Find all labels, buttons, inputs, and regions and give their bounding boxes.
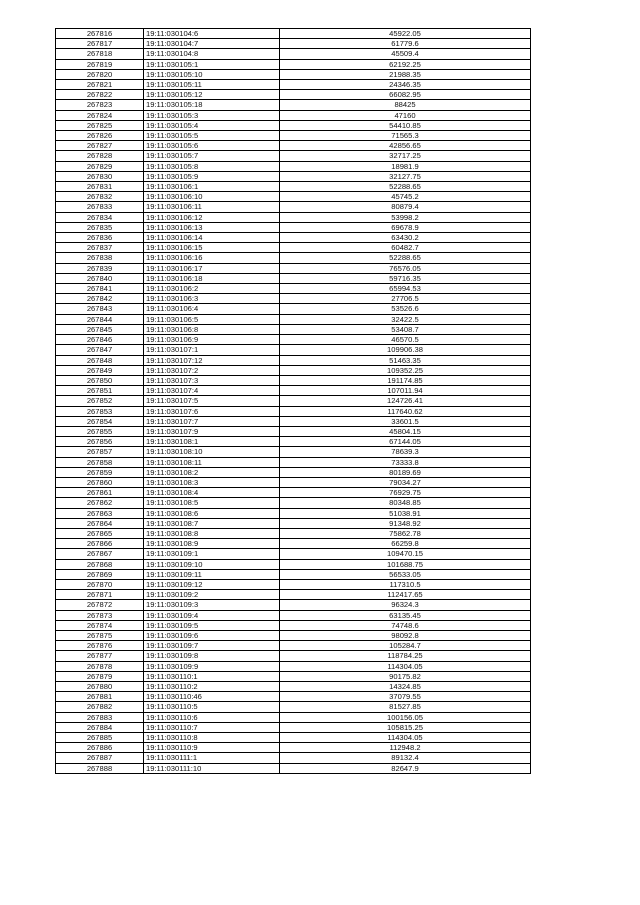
row-number-cell: 267822 (56, 90, 144, 100)
cadastral-value-cell: 80189.69 (280, 467, 531, 477)
row-number-cell: 267837 (56, 243, 144, 253)
cadastral-value-cell: 18981.9 (280, 161, 531, 171)
cadastral-number-cell: 19:11:030106:2 (144, 284, 280, 294)
cadastral-value-cell: 74748.6 (280, 620, 531, 630)
table-row (56, 692, 531, 702)
cadastral-number-cell: 19:11:030106:15 (144, 243, 280, 253)
table-row (56, 100, 531, 110)
cadastral-number-cell: 19:11:030107:7 (144, 416, 280, 426)
cadastral-number-cell: 19:11:030111:1 (144, 753, 280, 763)
row-number-cell: 267856 (56, 437, 144, 447)
table-row (56, 39, 531, 49)
row-number-cell: 267846 (56, 335, 144, 345)
cadastral-number-cell: 19:11:030110:2 (144, 682, 280, 692)
cadastral-number-cell: 19:11:030105:4 (144, 120, 280, 130)
table-row (56, 263, 531, 273)
table-row (56, 559, 531, 569)
row-number-cell: 267857 (56, 447, 144, 457)
cadastral-number-cell: 19:11:030106:14 (144, 233, 280, 243)
table-row (56, 182, 531, 192)
cadastral-value-cell: 14324.85 (280, 682, 531, 692)
table-row (56, 722, 531, 732)
cadastral-value-cell: 96324.3 (280, 600, 531, 610)
row-number-cell: 267858 (56, 457, 144, 467)
cadastral-value-cell: 118784.25 (280, 651, 531, 661)
cadastral-value-cell: 53998.2 (280, 212, 531, 222)
table-row (56, 763, 531, 773)
cadastral-number-cell: 19:11:030105:5 (144, 131, 280, 141)
row-number-cell: 267887 (56, 753, 144, 763)
row-number-cell: 267863 (56, 508, 144, 518)
cadastral-value-cell: 67144.05 (280, 437, 531, 447)
table-row (56, 212, 531, 222)
row-number-cell: 267839 (56, 263, 144, 273)
cadastral-number-cell: 19:11:030108:9 (144, 539, 280, 549)
row-number-cell: 267872 (56, 600, 144, 610)
table-row (56, 233, 531, 243)
table-row (56, 600, 531, 610)
table-row (56, 59, 531, 69)
cadastral-number-cell: 19:11:030106:4 (144, 304, 280, 314)
cadastral-number-cell: 19:11:030109:4 (144, 610, 280, 620)
cadastral-value-cell: 52288.65 (280, 253, 531, 263)
row-number-cell: 267884 (56, 722, 144, 732)
table-row (56, 110, 531, 120)
table-row (56, 579, 531, 589)
table-row (56, 620, 531, 630)
row-number-cell: 267845 (56, 324, 144, 334)
cadastral-value-cell: 24346.35 (280, 80, 531, 90)
table-row (56, 253, 531, 263)
table-row (56, 518, 531, 528)
cadastral-value-cell: 32127.75 (280, 171, 531, 181)
table-row (56, 569, 531, 579)
table-row (56, 304, 531, 314)
row-number-cell: 267882 (56, 702, 144, 712)
table-row (56, 447, 531, 457)
cadastral-value-cell: 45745.2 (280, 192, 531, 202)
table-row (56, 365, 531, 375)
cadastral-value-cell: 47160 (280, 110, 531, 120)
cadastral-value-cell: 46570.5 (280, 335, 531, 345)
row-number-cell: 267821 (56, 80, 144, 90)
cadastral-number-cell: 19:11:030108:2 (144, 467, 280, 477)
cadastral-number-cell: 19:11:030107:9 (144, 426, 280, 436)
table-row (56, 284, 531, 294)
row-number-cell: 267868 (56, 559, 144, 569)
table-row (56, 702, 531, 712)
cadastral-number-cell: 19:11:030111:10 (144, 763, 280, 773)
table-row (56, 202, 531, 212)
cadastral-number-cell: 19:11:030110:46 (144, 692, 280, 702)
cadastral-number-cell: 19:11:030104:8 (144, 49, 280, 59)
cadastral-number-cell: 19:11:030107:12 (144, 355, 280, 365)
cadastral-number-cell: 19:11:030109:9 (144, 661, 280, 671)
cadastral-number-cell: 19:11:030109:2 (144, 590, 280, 600)
cadastral-number-cell: 19:11:030106:11 (144, 202, 280, 212)
row-number-cell: 267850 (56, 375, 144, 385)
cadastral-number-cell: 19:11:030105:18 (144, 100, 280, 110)
row-number-cell: 267833 (56, 202, 144, 212)
cadastral-value-cell: 112417.65 (280, 590, 531, 600)
table-row (56, 498, 531, 508)
cadastral-value-cell: 90175.82 (280, 671, 531, 681)
cadastral-number-cell: 19:11:030106:18 (144, 273, 280, 283)
cadastral-number-cell: 19:11:030106:1 (144, 182, 280, 192)
cadastral-number-cell: 19:11:030106:13 (144, 222, 280, 232)
cadastral-number-cell: 19:11:030106:3 (144, 294, 280, 304)
table-row (56, 630, 531, 640)
cadastral-value-cell: 60482.7 (280, 243, 531, 253)
row-number-cell: 267817 (56, 39, 144, 49)
row-number-cell: 267820 (56, 69, 144, 79)
table-row (56, 396, 531, 406)
cadastral-number-cell: 19:11:030107:2 (144, 365, 280, 375)
row-number-cell: 267876 (56, 641, 144, 651)
cadastral-number-cell: 19:11:030106:9 (144, 335, 280, 345)
cadastral-value-cell: 59716.35 (280, 273, 531, 283)
cadastral-value-cell: 76929.75 (280, 488, 531, 498)
cadastral-value-cell: 117640.62 (280, 406, 531, 416)
table-row (56, 733, 531, 743)
table-row (56, 324, 531, 334)
cadastral-value-cell: 105284.7 (280, 641, 531, 651)
cadastral-number-cell: 19:11:030109:1 (144, 549, 280, 559)
cadastral-number-cell: 19:11:030110:8 (144, 733, 280, 743)
cadastral-number-cell: 19:11:030105:10 (144, 69, 280, 79)
cadastral-value-cell: 91348.92 (280, 518, 531, 528)
cadastral-number-cell: 19:11:030105:9 (144, 171, 280, 181)
table-row (56, 426, 531, 436)
table-row (56, 131, 531, 141)
cadastral-value-cell: 63135.45 (280, 610, 531, 620)
cadastral-value-cell: 32422.5 (280, 314, 531, 324)
row-number-cell: 267860 (56, 477, 144, 487)
row-number-cell: 267886 (56, 743, 144, 753)
row-number-cell: 267849 (56, 365, 144, 375)
cadastral-value-cell: 66082.95 (280, 90, 531, 100)
table-row (56, 345, 531, 355)
row-number-cell: 267853 (56, 406, 144, 416)
cadastral-value-cell: 81527.85 (280, 702, 531, 712)
row-number-cell: 267848 (56, 355, 144, 365)
cadastral-value-cell: 76576.05 (280, 263, 531, 273)
row-number-cell: 267855 (56, 426, 144, 436)
table-row (56, 528, 531, 538)
row-number-cell: 267866 (56, 539, 144, 549)
cadastral-value-cell: 63430.2 (280, 233, 531, 243)
cadastral-value-table (55, 28, 531, 774)
row-number-cell: 267838 (56, 253, 144, 263)
table-row (56, 314, 531, 324)
table-row (56, 416, 531, 426)
cadastral-value-cell: 45804.15 (280, 426, 531, 436)
cadastral-number-cell: 19:11:030108:4 (144, 488, 280, 498)
table-row (56, 243, 531, 253)
table-row (56, 457, 531, 467)
cadastral-number-cell: 19:11:030107:5 (144, 396, 280, 406)
row-number-cell: 267844 (56, 314, 144, 324)
cadastral-number-cell: 19:11:030105:8 (144, 161, 280, 171)
cadastral-number-cell: 19:11:030105:11 (144, 80, 280, 90)
cadastral-value-cell: 54410.85 (280, 120, 531, 130)
table-row (56, 161, 531, 171)
cadastral-number-cell: 19:11:030108:8 (144, 528, 280, 538)
table-row (56, 49, 531, 59)
row-number-cell: 267840 (56, 273, 144, 283)
cadastral-number-cell: 19:11:030104:7 (144, 39, 280, 49)
cadastral-value-cell: 53408.7 (280, 324, 531, 334)
table-row (56, 753, 531, 763)
cadastral-value-cell: 109352.25 (280, 365, 531, 375)
cadastral-value-cell: 88425 (280, 100, 531, 110)
row-number-cell: 267878 (56, 661, 144, 671)
row-number-cell: 267827 (56, 141, 144, 151)
row-number-cell: 267871 (56, 590, 144, 600)
cadastral-number-cell: 19:11:030106:10 (144, 192, 280, 202)
cadastral-number-cell: 19:11:030109:6 (144, 630, 280, 640)
cadastral-value-cell: 114304.05 (280, 733, 531, 743)
table-row (56, 610, 531, 620)
cadastral-value-cell: 69678.9 (280, 222, 531, 232)
table-row (56, 69, 531, 79)
cadastral-number-cell: 19:11:030105:12 (144, 90, 280, 100)
cadastral-number-cell: 19:11:030106:17 (144, 263, 280, 273)
table-row (56, 508, 531, 518)
cadastral-number-cell: 19:11:030109:12 (144, 579, 280, 589)
row-number-cell: 267823 (56, 100, 144, 110)
cadastral-value-cell: 53526.6 (280, 304, 531, 314)
cadastral-value-cell: 78639.3 (280, 447, 531, 457)
cadastral-number-cell: 19:11:030110:1 (144, 671, 280, 681)
table-row (56, 141, 531, 151)
table-row (56, 671, 531, 681)
table-row (56, 549, 531, 559)
row-number-cell: 267816 (56, 29, 144, 39)
cadastral-value-cell: 98092.8 (280, 630, 531, 640)
cadastral-value-cell: 62192.25 (280, 59, 531, 69)
row-number-cell: 267834 (56, 212, 144, 222)
row-number-cell: 267883 (56, 712, 144, 722)
table-row (56, 171, 531, 181)
cadastral-number-cell: 19:11:030109:8 (144, 651, 280, 661)
table-row (56, 29, 531, 39)
row-number-cell: 267874 (56, 620, 144, 630)
table-row (56, 477, 531, 487)
table-row (56, 273, 531, 283)
row-number-cell: 267832 (56, 192, 144, 202)
cadastral-value-cell: 61779.6 (280, 39, 531, 49)
cadastral-value-cell: 114304.05 (280, 661, 531, 671)
table-row (56, 192, 531, 202)
row-number-cell: 267826 (56, 131, 144, 141)
table-row (56, 355, 531, 365)
cadastral-value-cell: 45922.05 (280, 29, 531, 39)
row-number-cell: 267831 (56, 182, 144, 192)
row-number-cell: 267843 (56, 304, 144, 314)
row-number-cell: 267862 (56, 498, 144, 508)
row-number-cell: 267870 (56, 579, 144, 589)
table-row (56, 467, 531, 477)
table-row (56, 651, 531, 661)
cadastral-value-cell: 80348.85 (280, 498, 531, 508)
cadastral-number-cell: 19:11:030110:6 (144, 712, 280, 722)
table-row (56, 80, 531, 90)
cadastral-number-cell: 19:11:030108:3 (144, 477, 280, 487)
cadastral-number-cell: 19:11:030109:3 (144, 600, 280, 610)
cadastral-number-cell: 19:11:030108:5 (144, 498, 280, 508)
table-row (56, 488, 531, 498)
row-number-cell: 267873 (56, 610, 144, 620)
row-number-cell: 267861 (56, 488, 144, 498)
cadastral-number-cell: 19:11:030105:3 (144, 110, 280, 120)
cadastral-value-cell: 73333.8 (280, 457, 531, 467)
cadastral-number-cell: 19:11:030109:5 (144, 620, 280, 630)
row-number-cell: 267881 (56, 692, 144, 702)
cadastral-number-cell: 19:11:030108:10 (144, 447, 280, 457)
cadastral-value-cell: 117310.5 (280, 579, 531, 589)
cadastral-value-cell: 21988.35 (280, 69, 531, 79)
cadastral-value-cell: 105815.25 (280, 722, 531, 732)
cadastral-number-cell: 19:11:030108:1 (144, 437, 280, 447)
cadastral-value-cell: 33601.5 (280, 416, 531, 426)
row-number-cell: 267880 (56, 682, 144, 692)
cadastral-number-cell: 19:11:030108:7 (144, 518, 280, 528)
cadastral-value-cell: 75862.78 (280, 528, 531, 538)
cadastral-number-cell: 19:11:030107:3 (144, 375, 280, 385)
cadastral-value-cell: 124726.41 (280, 396, 531, 406)
cadastral-number-cell: 19:11:030110:5 (144, 702, 280, 712)
table-row (56, 743, 531, 753)
row-number-cell: 267851 (56, 386, 144, 396)
table-row (56, 641, 531, 651)
cadastral-number-cell: 19:11:030110:9 (144, 743, 280, 753)
row-number-cell: 267835 (56, 222, 144, 232)
cadastral-value-cell: 27706.5 (280, 294, 531, 304)
cadastral-value-cell: 66259.8 (280, 539, 531, 549)
table-row (56, 406, 531, 416)
cadastral-value-cell: 109470.15 (280, 549, 531, 559)
table-row (56, 120, 531, 130)
cadastral-number-cell: 19:11:030108:11 (144, 457, 280, 467)
cadastral-number-cell: 19:11:030109:10 (144, 559, 280, 569)
cadastral-value-cell: 80879.4 (280, 202, 531, 212)
cadastral-value-cell: 79034.27 (280, 477, 531, 487)
table-row (56, 661, 531, 671)
table-row (56, 90, 531, 100)
table-row (56, 712, 531, 722)
table-row (56, 539, 531, 549)
cadastral-number-cell: 19:11:030106:5 (144, 314, 280, 324)
cadastral-value-cell: 107011.94 (280, 386, 531, 396)
table-row (56, 335, 531, 345)
row-number-cell: 267841 (56, 284, 144, 294)
cadastral-value-cell: 51463.35 (280, 355, 531, 365)
table-row (56, 375, 531, 385)
row-number-cell: 267828 (56, 151, 144, 161)
table-row (56, 682, 531, 692)
cadastral-number-cell: 19:11:030109:7 (144, 641, 280, 651)
row-number-cell: 267824 (56, 110, 144, 120)
cadastral-number-cell: 19:11:030110:7 (144, 722, 280, 732)
cadastral-number-cell: 19:11:030107:6 (144, 406, 280, 416)
cadastral-value-cell: 109906.38 (280, 345, 531, 355)
cadastral-number-cell: 19:11:030105:7 (144, 151, 280, 161)
row-number-cell: 267859 (56, 467, 144, 477)
table-body (56, 29, 531, 774)
cadastral-number-cell: 19:11:030104:6 (144, 29, 280, 39)
table-row (56, 437, 531, 447)
cadastral-value-cell: 42856.65 (280, 141, 531, 151)
cadastral-number-cell: 19:11:030105:1 (144, 59, 280, 69)
row-number-cell: 267836 (56, 233, 144, 243)
cadastral-number-cell: 19:11:030105:6 (144, 141, 280, 151)
cadastral-number-cell: 19:11:030106:16 (144, 253, 280, 263)
cadastral-value-cell: 32717.25 (280, 151, 531, 161)
row-number-cell: 267854 (56, 416, 144, 426)
table-row (56, 386, 531, 396)
row-number-cell: 267877 (56, 651, 144, 661)
cadastral-value-cell: 52288.65 (280, 182, 531, 192)
cadastral-number-cell: 19:11:030107:4 (144, 386, 280, 396)
row-number-cell: 267842 (56, 294, 144, 304)
row-number-cell: 267825 (56, 120, 144, 130)
cadastral-value-cell: 71565.3 (280, 131, 531, 141)
row-number-cell: 267875 (56, 630, 144, 640)
row-number-cell: 267864 (56, 518, 144, 528)
cadastral-value-cell: 45509.4 (280, 49, 531, 59)
table-row (56, 222, 531, 232)
cadastral-number-cell: 19:11:030106:12 (144, 212, 280, 222)
cadastral-number-cell: 19:11:030109:11 (144, 569, 280, 579)
table-row (56, 151, 531, 161)
cadastral-value-cell: 82647.9 (280, 763, 531, 773)
row-number-cell: 267869 (56, 569, 144, 579)
row-number-cell: 267847 (56, 345, 144, 355)
cadastral-value-cell: 65994.53 (280, 284, 531, 294)
row-number-cell: 267830 (56, 171, 144, 181)
cadastral-value-cell: 112948.2 (280, 743, 531, 753)
row-number-cell: 267819 (56, 59, 144, 69)
cadastral-value-cell: 37079.55 (280, 692, 531, 702)
cadastral-number-cell: 19:11:030106:8 (144, 324, 280, 334)
cadastral-value-cell: 101688.75 (280, 559, 531, 569)
row-number-cell: 267818 (56, 49, 144, 59)
table-row (56, 294, 531, 304)
cadastral-value-cell: 89132.4 (280, 753, 531, 763)
cadastral-number-cell: 19:11:030107:1 (144, 345, 280, 355)
cadastral-value-cell: 100156.05 (280, 712, 531, 722)
row-number-cell: 267852 (56, 396, 144, 406)
cadastral-value-cell: 51038.91 (280, 508, 531, 518)
row-number-cell: 267888 (56, 763, 144, 773)
cadastral-value-cell: 191174.85 (280, 375, 531, 385)
table-row (56, 590, 531, 600)
row-number-cell: 267829 (56, 161, 144, 171)
cadastral-value-cell: 56533.05 (280, 569, 531, 579)
row-number-cell: 267879 (56, 671, 144, 681)
row-number-cell: 267885 (56, 733, 144, 743)
cadastral-number-cell: 19:11:030108:6 (144, 508, 280, 518)
row-number-cell: 267865 (56, 528, 144, 538)
row-number-cell: 267867 (56, 549, 144, 559)
